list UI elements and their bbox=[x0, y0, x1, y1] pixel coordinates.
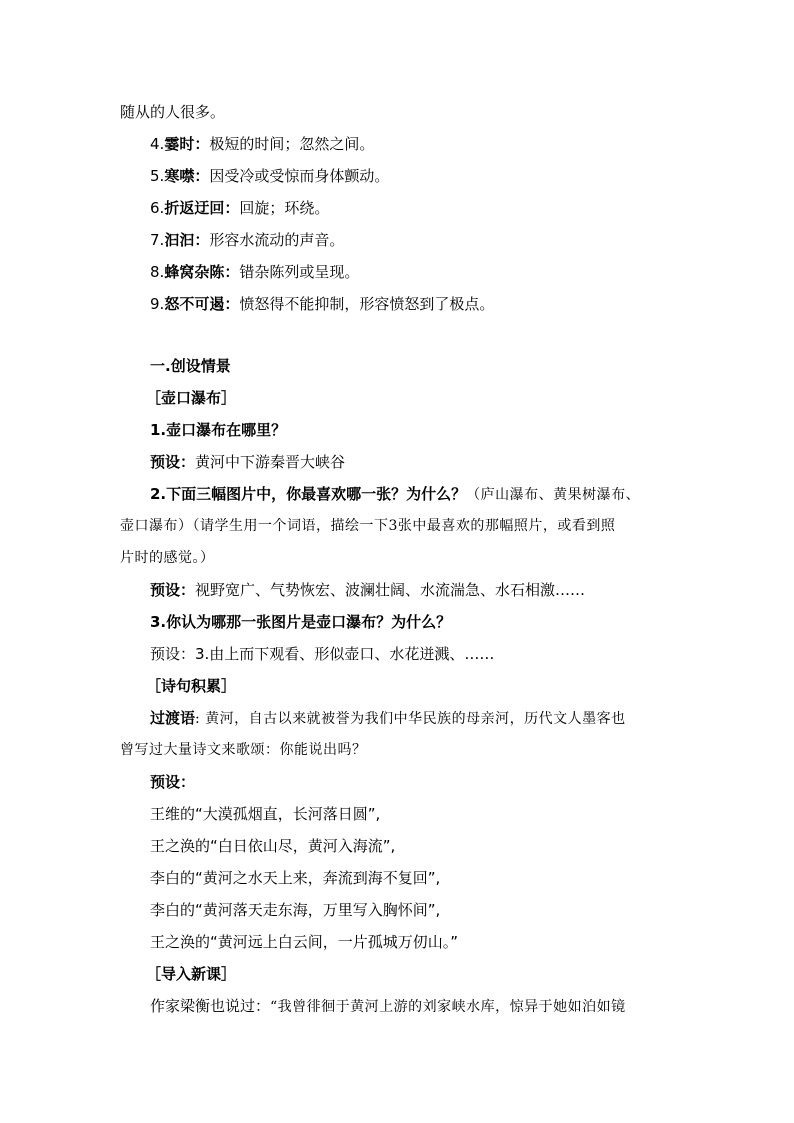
answer-label: 预设： bbox=[150, 453, 196, 471]
question-2-note-line2: 壶口瀑布）（请学生用一个词语，描绘一下3张中最喜欢的那幅照片，或看到照 bbox=[120, 518, 616, 534]
new-lesson-intro: 作家梁衡也说过： bbox=[150, 997, 271, 1015]
poem-line: 李白的“黄河之水天上来，奔流到海不复回”, bbox=[150, 869, 441, 887]
vocab-term: 寒噤 bbox=[164, 167, 195, 185]
poem-line: 李白的“黄河落天走东海，万里写入胸怀间”, bbox=[150, 901, 441, 919]
vocab-number: 5. bbox=[150, 167, 165, 185]
vocab-item bbox=[150, 230, 710, 250]
vocab-term: 折返迂回 bbox=[164, 199, 225, 217]
new-lesson-tag: ［导入新课］ bbox=[146, 965, 237, 983]
poem-line: 王之涣的“黄河远上白云间，一片孤城万仞山。” bbox=[150, 933, 459, 951]
vocab-definition: 回旋；环绕。 bbox=[239, 199, 330, 217]
transition-body: : 黄河，自古以来就被誉为我们中华民族的母亲河，历代文人墨客也 bbox=[195, 711, 626, 727]
vocab-colon: ： bbox=[194, 167, 210, 185]
vocab-definition: 因受冷或受惊而身体颤动。 bbox=[209, 167, 390, 185]
vocab-term: 霎时 bbox=[164, 135, 195, 153]
vocab-term: 怒不可遏 bbox=[164, 295, 225, 313]
vocab-number: 8. bbox=[150, 263, 165, 281]
vocab-colon: ： bbox=[194, 231, 210, 249]
vocab-number: 4. bbox=[150, 135, 165, 153]
transition-text bbox=[150, 708, 710, 729]
vocab-colon: ： bbox=[224, 199, 240, 217]
poem-line: 王之涣的“白日依山尽，黄河入海流”, bbox=[150, 837, 396, 855]
continuation-text: 随从的人很多。 bbox=[120, 103, 226, 121]
vocab-colon: ： bbox=[224, 263, 240, 281]
new-lesson-quote: “我曾徘徊于黄河上游的刘家峡水库，惊异于她如泊如镜 bbox=[270, 999, 626, 1015]
answer-3: 预设：3.由上而下观看、形似壶口、水花迸溅、…… bbox=[150, 645, 495, 663]
question-2 bbox=[150, 484, 710, 505]
answer-text: 黄河中下游秦晋大峡谷 bbox=[195, 453, 346, 471]
transition-text-line2: 曾写过大量诗文来歌颂：你能说出吗？ bbox=[120, 742, 367, 758]
question-note: （庐山瀑布、黄果树瀑布、 bbox=[466, 487, 641, 503]
vocab-term: 汩汩 bbox=[164, 231, 195, 249]
vocab-item bbox=[150, 198, 710, 218]
vocab-term: 蜂窝杂陈 bbox=[164, 263, 225, 281]
answer-2 bbox=[150, 580, 710, 600]
vocab-item bbox=[150, 262, 710, 282]
vocab-definition: 错杂陈列或呈现。 bbox=[239, 263, 360, 281]
question-3: 3.你认为哪那一张图片是壶口瀑布？为什么？ bbox=[150, 613, 452, 631]
vocab-number: 7. bbox=[150, 231, 165, 249]
answer-1 bbox=[150, 452, 710, 472]
new-lesson-text bbox=[150, 996, 710, 1017]
vocab-number: 6. bbox=[150, 199, 165, 217]
poems-preset-label: 预设： bbox=[150, 773, 196, 791]
question-2-note-line3: 片时的感觉。） bbox=[120, 550, 215, 566]
answer-text: 视野宽广、气势恢宏、波澜壮阔、水流湍急、水石相激…… bbox=[195, 581, 586, 599]
vocab-definition: 愤怒得不能抑制，形容愤怒到了极点。 bbox=[239, 295, 495, 313]
vocab-definition: 极短的时间；忽然之间。 bbox=[209, 135, 375, 153]
vocab-colon: ： bbox=[224, 295, 240, 313]
waterfall-tag: ［壶口瀑布］ bbox=[146, 389, 237, 407]
vocab-definition: 形容水流动的声音。 bbox=[209, 231, 345, 249]
vocab-item bbox=[150, 166, 710, 186]
answer-label: 预设： bbox=[150, 581, 196, 599]
question-text: 2.下面三幅图片中，你最喜欢哪一张？为什么？ bbox=[150, 485, 467, 503]
vocab-number: 9. bbox=[150, 295, 165, 313]
question-1: 1.壶口瀑布在哪里？ bbox=[150, 421, 287, 439]
transition-label: 过渡语 bbox=[150, 709, 196, 727]
vocab-item bbox=[150, 134, 710, 154]
vocab-item bbox=[150, 294, 710, 314]
poem-line: 王维的“大漠孤烟直，长河落日圆”, bbox=[150, 805, 381, 823]
section-heading: 一.创设情景 bbox=[150, 357, 231, 375]
vocab-colon: ： bbox=[194, 135, 210, 153]
poems-tag: ［诗句积累］ bbox=[146, 677, 237, 695]
